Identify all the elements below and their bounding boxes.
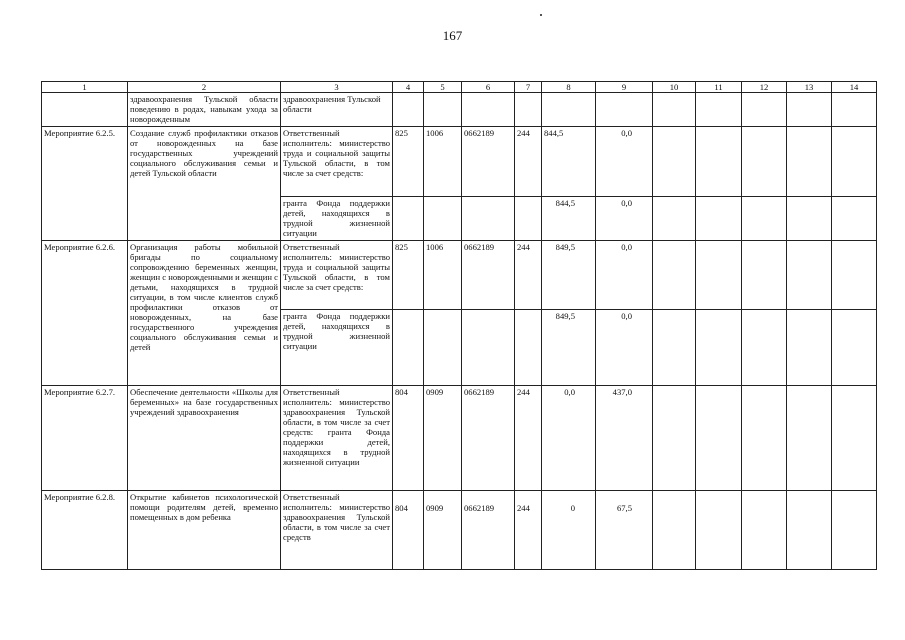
cell-code: 0662189 <box>462 386 515 491</box>
cell-amount: 67,5 <box>596 491 653 570</box>
table-row <box>42 491 877 570</box>
cell-code: 244 <box>515 127 542 197</box>
header-row <box>42 82 877 93</box>
page-number: 167 <box>442 28 463 43</box>
cell-executor: Ответственный исполнитель: министерство труда и социальной защиты Тульской области, в том числе за счет средств: <box>281 127 393 197</box>
cell-name: здравоохранения Тульской области поведению в родах, навыкам ухода за новорожденным <box>128 93 281 127</box>
cell-code: 0909 <box>424 386 462 491</box>
col-header: 4 <box>393 82 424 93</box>
cell-amount: 0,0 <box>596 197 653 241</box>
cell-code: 0662189 <box>462 491 515 570</box>
cell-code: 0662189 <box>462 127 515 197</box>
col-header: 14 <box>832 82 877 93</box>
col-header: 8 <box>542 82 596 93</box>
cell-amount: 0,0 <box>596 241 653 310</box>
cell-amount: 437,0 <box>596 386 653 491</box>
cell-code: 244 <box>515 491 542 570</box>
cell-code: 825 <box>393 127 424 197</box>
cell-code: 804 <box>393 491 424 570</box>
cell-name: Организация работы мобильной бригады по социальному сопровождению беременных женщин, женщин с новорожденными и женщин с детьми, находящихся в трудной ситуации, в том числе клиентов служб профилактики отказов от новорожденных, на базе государственного учреждения социального обслуживания семьи и детей <box>128 241 281 386</box>
cell-amount: 0,0 <box>596 310 653 386</box>
col-header: 2 <box>128 82 281 93</box>
cell-executor: гранта Фонда поддержки детей, находящихся в трудной жизненной ситуации <box>281 197 393 241</box>
cell-code: 244 <box>515 386 542 491</box>
cell-id: Мероприятие 6.2.6. <box>42 241 128 386</box>
col-header: 1 <box>42 82 128 93</box>
table-row <box>42 93 877 127</box>
cell-id: Мероприятие 6.2.5. <box>42 127 128 241</box>
cell-code: 1006 <box>424 127 462 197</box>
cell-name: Открытие кабинетов психологической помощи родителям детей, временно помещенных в дом ребенка <box>128 491 281 570</box>
cell-code: 825 <box>393 241 424 310</box>
col-header: 9 <box>596 82 653 93</box>
col-header: 11 <box>696 82 742 93</box>
cell-amount: 0,0 <box>596 127 653 197</box>
col-header: 12 <box>742 82 787 93</box>
cell-amount: 0 <box>542 491 596 570</box>
cell-code: 804 <box>393 386 424 491</box>
cell-code: 0662189 <box>462 241 515 310</box>
cell-code: 1006 <box>424 241 462 310</box>
executor-label: Ответственный <box>283 492 340 502</box>
cell-amount: 844,5 <box>542 127 596 197</box>
cell-amount: 844,5 <box>542 197 596 241</box>
cell-id: Мероприятие 6.2.8. <box>42 491 128 570</box>
cell-executor: гранта Фонда поддержки детей, находящихся в трудной жизненной ситуации <box>281 310 393 386</box>
cell-code: 244 <box>515 241 542 310</box>
cell-amount: 0,0 <box>542 386 596 491</box>
cell-id <box>42 93 128 127</box>
table-row <box>42 386 877 491</box>
table-row <box>42 241 877 310</box>
cell-executor: здравоохранения Тульской области <box>281 93 393 127</box>
cell-executor: Ответственный исполнитель: министерство труда и социальной защиты Тульской области, в том числе за счет средств: <box>281 241 393 310</box>
col-header: 6 <box>462 82 515 93</box>
col-header: 3 <box>281 82 393 93</box>
col-header: 10 <box>653 82 696 93</box>
cell-code: 0909 <box>424 491 462 570</box>
cell-executor: Ответственный исполнитель: министерство здравоохранения Тульской области, в том числе за счет средств: гранта Фонда поддержки детей, находящихся в трудной жизненной ситуации <box>281 386 393 491</box>
cell-amount: 849,5 <box>542 241 596 310</box>
cell-amount: 849,5 <box>542 310 596 386</box>
col-header: 13 <box>787 82 832 93</box>
cell-id: Мероприятие 6.2.7. <box>42 386 128 491</box>
scan-speck <box>540 14 542 16</box>
table-row <box>42 127 877 197</box>
cell-executor <box>281 491 393 570</box>
cell-name: Обеспечение деятельности «Школы для беременных» на базе государственных учреждений здравоохранения <box>128 386 281 491</box>
program-table <box>41 81 877 570</box>
col-header: 7 <box>515 82 542 93</box>
executor-rest: исполнитель: министерство здравоохранения Тульской области, в том числе за счет средств <box>283 502 390 542</box>
cell-name: Создание служб профилактики отказов от новорожденных на базе государственных учреждений социального обслуживания семьи и детей Тульской области <box>128 127 281 241</box>
col-header: 5 <box>424 82 462 93</box>
